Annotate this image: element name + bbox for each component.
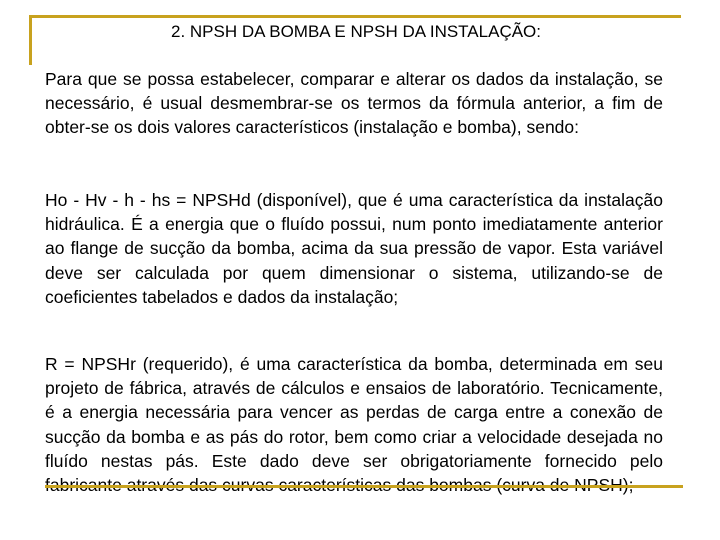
paragraph-intro: Para que se possa estabelecer, comparar e alterar os dados da instalação, se necessário, é usual desmembrar-se os termos da fórmula anterior, a fim de obter-se os dois valores característicos (instalação e bomba), sendo: (45, 69, 663, 138)
paragraph-npshr: R = NPSHr (requerido), é uma característica da bomba, determinada em seu projeto de fábrica, através de cálculos e ensaios de laboratório. Tecnicamente, é a energia necessária para vencer as perdas de carga entre a conexão de sucção da bomba e as pás do rotor, bem como criar a velocidade desejada no fluído nestas pás. Este dado deve ser obrigatoriamente fornecido pelo (45, 354, 663, 471)
paragraph-npshd: Ho - Hv - h - hs = NPSHd (disponível), que é uma característica da instalação hidráulica. É a energia que o fluído possui, num ponto imediatamente anterior ao flange de sucção da bomba, acima da sua pressão de vapor. Esta variável deve ser calculada por quem dimensionar o sistema, utilizando-se de coeficientes tabelados e dados da instalação; (45, 190, 663, 307)
accent-bottom-line (45, 485, 683, 488)
accent-top-line (29, 15, 681, 18)
slide-title: 2. NPSH DA BOMBA E NPSH DA INSTALAÇÃO: (170, 22, 541, 41)
accent-vertical-line (29, 15, 32, 65)
